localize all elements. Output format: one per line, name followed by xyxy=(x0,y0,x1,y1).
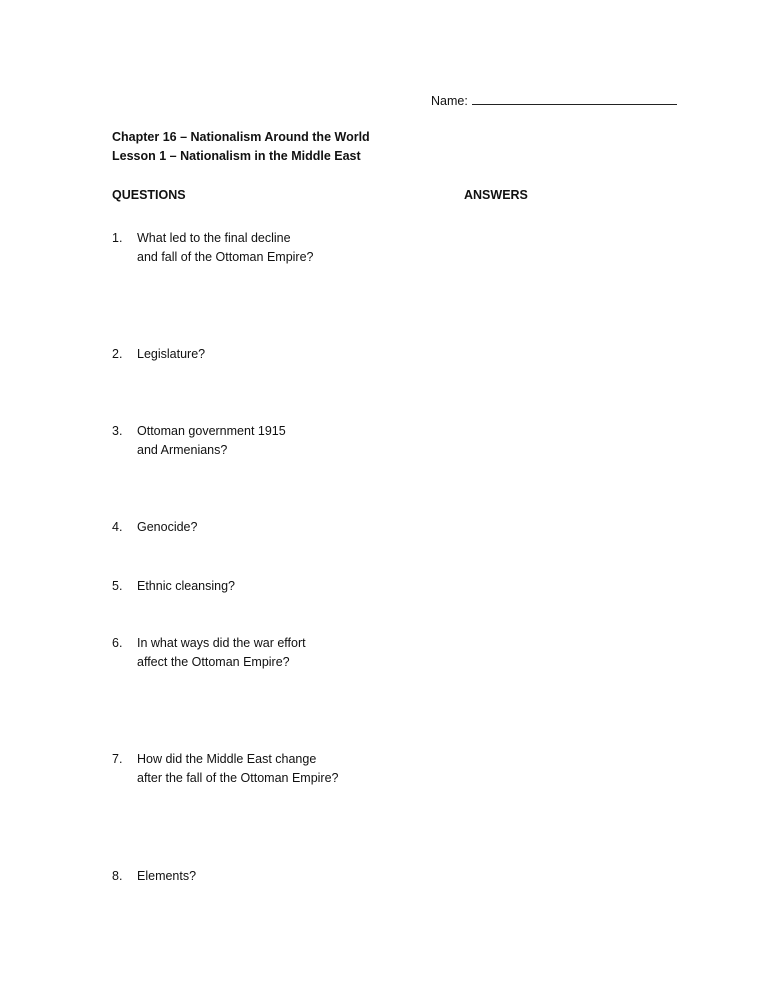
question-text: In what ways did the war effort xyxy=(137,636,306,650)
name-label: Name: xyxy=(431,94,468,108)
question-text: Legislature? xyxy=(137,347,206,361)
question-text: and Armenians? xyxy=(137,443,228,457)
question-text: after the fall of the Ottoman Empire? xyxy=(137,771,339,785)
question-text: How did the Middle East change xyxy=(137,752,317,766)
question-text: What led to the final decline xyxy=(137,231,291,245)
question-text: affect the Ottoman Empire? xyxy=(137,655,290,669)
lesson-title: Lesson 1 – Nationalism in the Middle East xyxy=(112,149,361,163)
questions-heading: QUESTIONS xyxy=(112,188,186,202)
chapter-title: Chapter 16 – Nationalism Around the World xyxy=(112,130,370,144)
question-text: Ottoman government 1915 xyxy=(137,424,286,438)
question-text: Elements? xyxy=(137,869,197,883)
question-number: 5. xyxy=(112,579,123,593)
question-number: 1. xyxy=(112,231,123,245)
question-number: 7. xyxy=(112,752,123,766)
name-blank-line[interactable] xyxy=(472,92,677,105)
question-number: 6. xyxy=(112,636,123,650)
question-number: 3. xyxy=(112,424,123,438)
question-number: 4. xyxy=(112,520,123,534)
question-text: and fall of the Ottoman Empire? xyxy=(137,250,314,264)
question-text: Genocide? xyxy=(137,520,198,534)
question-number: 8. xyxy=(112,869,123,883)
question-text: Ethnic cleansing? xyxy=(137,579,235,593)
name-field[interactable] xyxy=(431,92,677,108)
question-number: 2. xyxy=(112,347,123,361)
answers-heading: ANSWERS xyxy=(464,188,528,202)
